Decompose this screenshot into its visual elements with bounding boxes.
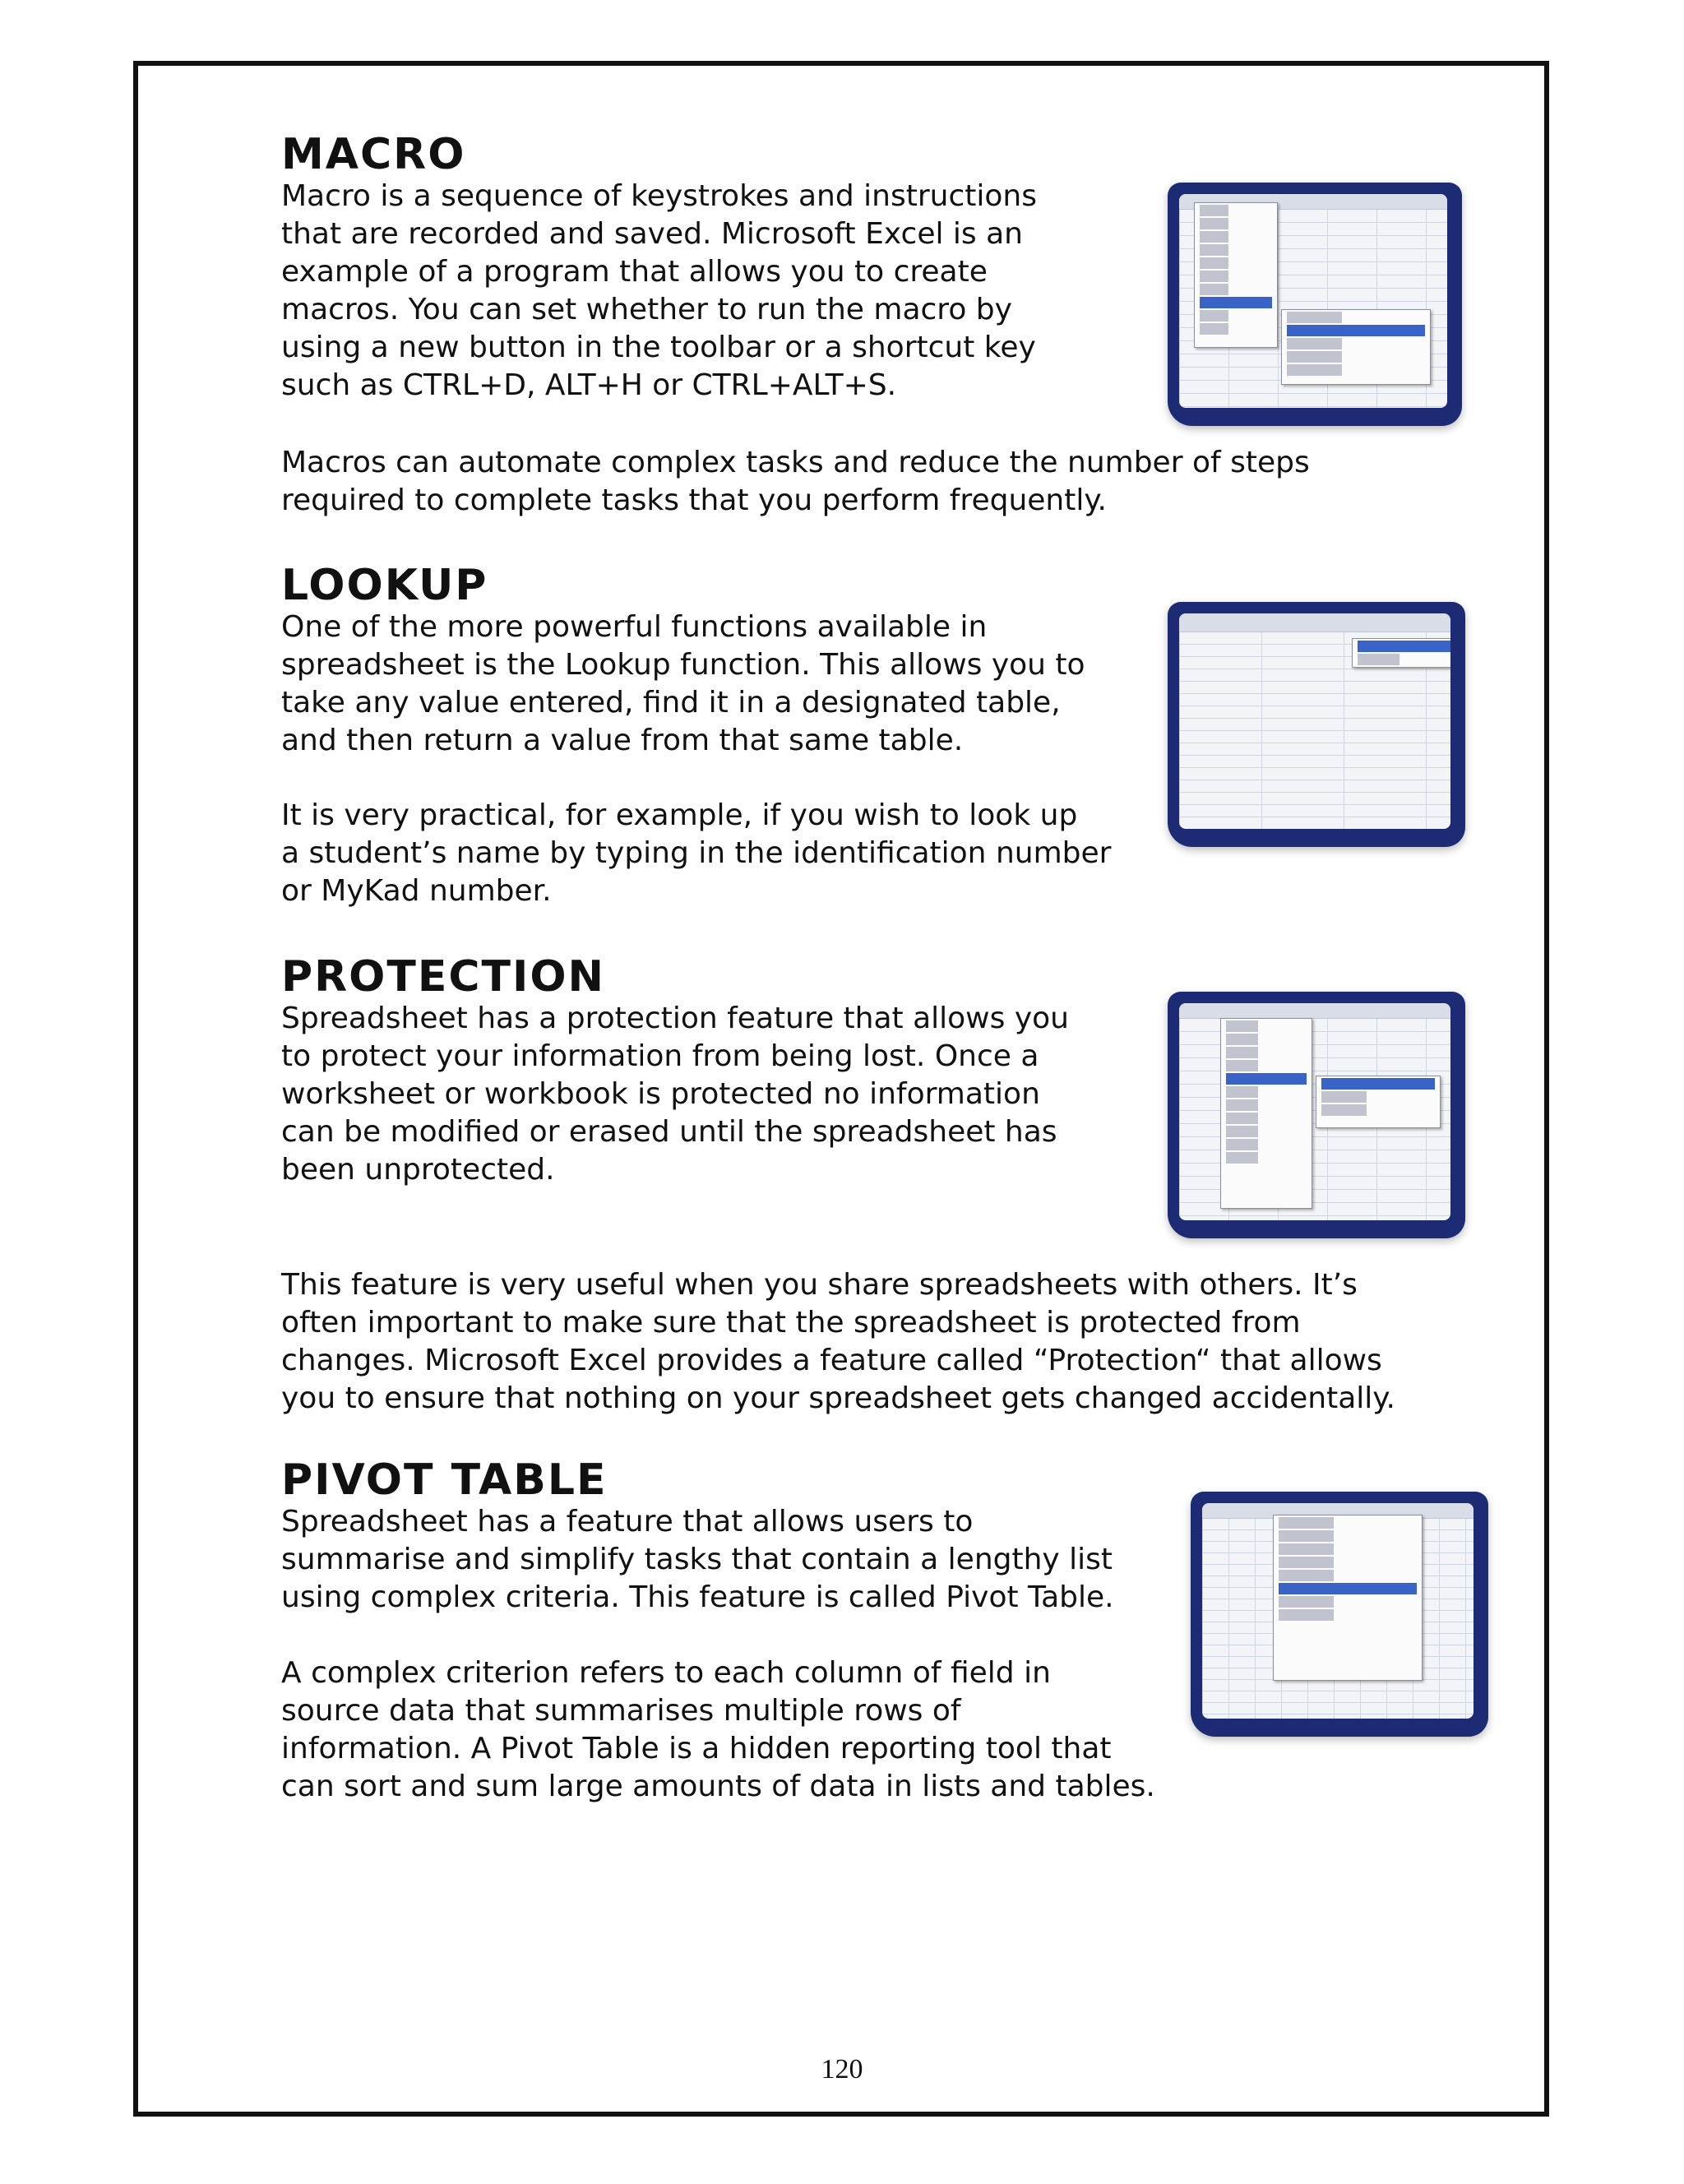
section-title: PROTECTION bbox=[281, 952, 606, 1002]
section-lookup bbox=[281, 562, 1085, 760]
paragraph: It is very practical, for example, if you wish to look up a student’s name by typing in the identification number or MyKad number. bbox=[281, 798, 1112, 908]
section-protection bbox=[281, 954, 1069, 1189]
lookup-screenshot bbox=[1168, 602, 1465, 847]
paragraph: Macro is a sequence of keystrokes and instructions that are recorded and saved. Microsoft Excel is an example of a program that allows you to create macros. You can set whether to run the macro by using a new button in the toolbar or a shortcut key such as CTRL+D, ALT+H or CTRL+ALT+S. bbox=[281, 179, 1037, 402]
paragraph: Spreadsheet has a protection feature that allows you to protect your information from being lost. Once a worksheet or workbook is protected no information can be modified or erased until the spreadsheet has been unprotected. bbox=[281, 1002, 1069, 1187]
section-pivot-table-continued bbox=[281, 1654, 1155, 1806]
section-macro-continued bbox=[281, 444, 1310, 520]
section-macro bbox=[281, 132, 1037, 405]
macro-screenshot bbox=[1168, 183, 1462, 426]
paragraph: Spreadsheet has a feature that allows users to summarise and simplify tasks that contain a lengthy list using complex criteria. This feature is called Pivot Table. bbox=[281, 1505, 1114, 1614]
section-lookup-continued bbox=[281, 797, 1111, 910]
protection-screenshot bbox=[1168, 992, 1465, 1238]
section-protection-continued bbox=[281, 1266, 1395, 1418]
paragraph: This feature is very useful when you share spreadsheets with others. It’s often important to make sure that the spreadsheet is protected from changes. Microsoft Excel provides a feature called “Protection“ that allows you to ensure that nothing on your spreadsheet gets changed accidentally. bbox=[281, 1268, 1395, 1415]
section-title: MACRO bbox=[281, 130, 466, 179]
section-title: PIVOT TABLE bbox=[281, 1455, 608, 1505]
section-pivot-table bbox=[281, 1457, 1114, 1617]
paragraph: Macros can automate complex tasks and reduce the number of steps required to complete tasks that you perform frequently. bbox=[281, 446, 1310, 517]
pivot-table-screenshot bbox=[1191, 1492, 1488, 1737]
page-number: 120 bbox=[821, 2054, 863, 2085]
paragraph: A complex criterion refers to each column of field in source data that summarises multiple rows of information. A Pivot Table is a hidden reporting tool that can sort and sum large amounts of data in lists and tables. bbox=[281, 1656, 1155, 1803]
paragraph: One of the more powerful functions available in spreadsheet is the Lookup function. This allows you to take any value entered, find it in a designated table, and then return a value from that same table. bbox=[281, 610, 1085, 757]
section-title: LOOKUP bbox=[281, 561, 488, 610]
